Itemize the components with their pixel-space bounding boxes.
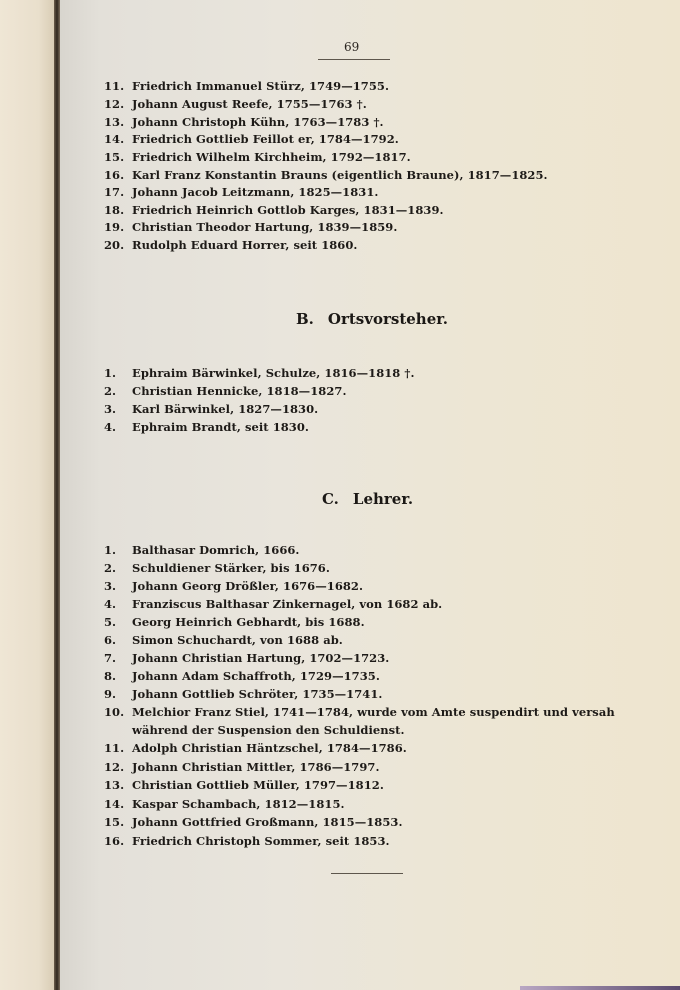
- list-item: 11. Friedrich Immanuel Stürz, 1749—1755.: [104, 79, 390, 93]
- list-item: 16. Friedrich Christoph Sommer, seit 1853.: [104, 834, 390, 848]
- list-item: 19. Christian Theodor Hartung, 1839—1859.: [104, 220, 398, 234]
- list-item: 2. Schuldiener Stärker, bis 1676.: [104, 561, 330, 575]
- list-item: 10. Melchior Franz Stiel, 1741—1784, wurde vom Amte suspendirt und versah: [104, 705, 615, 719]
- header-rule: [318, 59, 390, 60]
- list-item: 12. Johann August Reefe, 1755—1763 †.: [104, 97, 367, 111]
- section-b-heading: B. Ortsvorsteher.: [296, 310, 448, 328]
- end-rule: [331, 873, 403, 874]
- list-item: 2. Christian Hennicke, 1818—1827.: [104, 384, 347, 398]
- list-item-continuation: während der Suspension den Schuldienst.: [132, 723, 405, 737]
- list-item: 6. Simon Schuchardt, von 1688 ab.: [104, 633, 343, 647]
- list-item: 13. Christian Gottlieb Müller, 1797—1812.: [104, 778, 384, 792]
- list-item: 18. Friedrich Heinrich Gottlob Karges, 1831—1839.: [104, 203, 444, 217]
- list-item: 11. Adolph Christian Häntzschel, 1784—1786.: [104, 741, 407, 755]
- list-item: 16. Karl Franz Konstantin Brauns (eigentlich Braune), 1817—1825.: [104, 168, 548, 182]
- list-item: 12. Johann Christian Mittler, 1786—1797.: [104, 760, 380, 774]
- list-item: 5. Georg Heinrich Gebhardt, bis 1688.: [104, 615, 365, 629]
- list-item: 4. Franziscus Balthasar Zinkernagel, von 1682 ab.: [104, 597, 443, 611]
- list-item: 1. Balthasar Domrich, 1666.: [104, 543, 300, 557]
- list-item: 1. Ephraim Bärwinkel, Schulze, 1816—1818 †.: [104, 366, 415, 380]
- list-item: 3. Karl Bärwinkel, 1827—1830.: [104, 402, 319, 416]
- list-item: 17. Johann Jacob Leitzmann, 1825—1831.: [104, 185, 379, 199]
- list-item: 13. Johann Christoph Kühn, 1763—1783 †.: [104, 115, 384, 129]
- list-item: 8. Johann Adam Schaffroth, 1729—1735.: [104, 669, 380, 683]
- page-bottom-edge: [520, 986, 680, 990]
- list-item: 15. Johann Gottfried Großmann, 1815—1853.: [104, 815, 403, 829]
- list-item: 4. Ephraim Brandt, seit 1830.: [104, 420, 309, 434]
- section-c-heading: C. Lehrer.: [322, 490, 414, 508]
- list-item: 15. Friedrich Wilhelm Kirchheim, 1792—1817.: [104, 150, 411, 164]
- list-item: 3. Johann Georg Drößler, 1676—1682.: [104, 579, 364, 593]
- list-item: 20. Rudolph Eduard Horrer, seit 1860.: [104, 238, 358, 252]
- list-item: 7. Johann Christian Hartung, 1702—1723.: [104, 651, 390, 665]
- page-number: 69: [344, 40, 360, 54]
- list-item: 14. Friedrich Gottlieb Feillot er, 1784—1792.: [104, 132, 399, 146]
- left-page-edge: [0, 0, 55, 990]
- list-item: 14. Kaspar Schambach, 1812—1815.: [104, 797, 345, 811]
- list-item: 9. Johann Gottlieb Schröter, 1735—1741.: [104, 687, 383, 701]
